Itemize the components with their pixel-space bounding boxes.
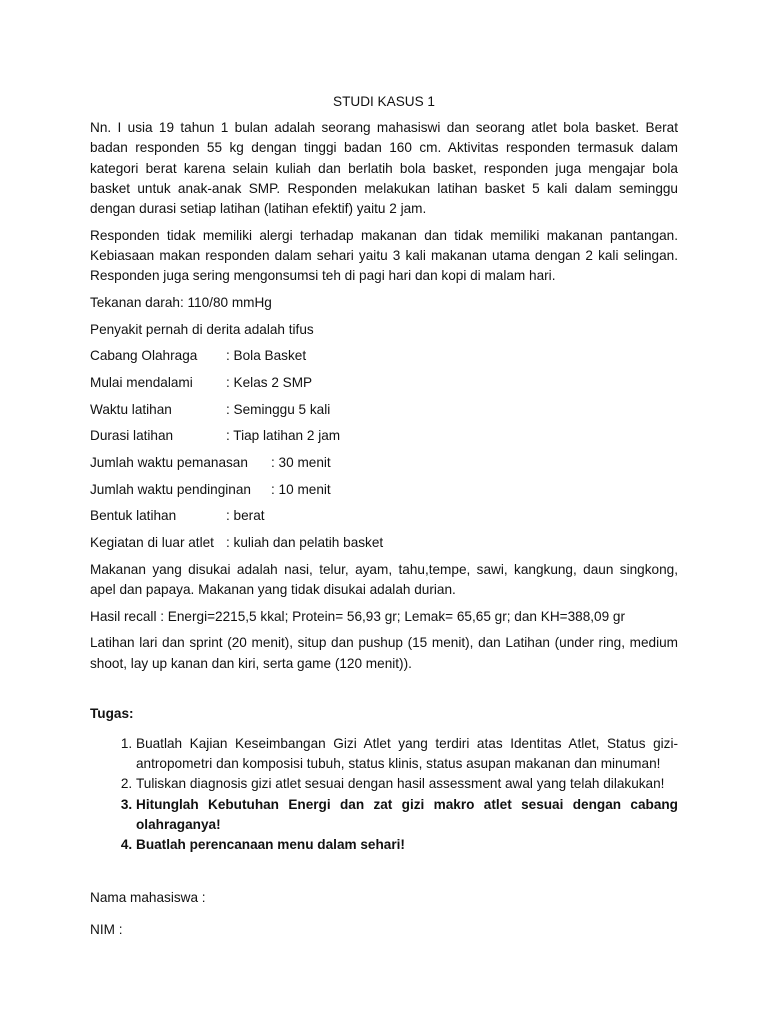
- detail-row-bentuk: [90, 506, 678, 526]
- detail-value: : berat: [226, 508, 265, 524]
- detail-row-mulai: [90, 373, 678, 393]
- task-item: 4. Buatlah perencanaan menu dalam sehari!: [136, 835, 678, 855]
- detail-label: Bentuk latihan: [90, 508, 177, 524]
- food-preference-paragraph: Makanan yang disukai adalah nasi, telur, ayam, tahu,tempe, sawi, kangkung, daun singkong, apel dan papaya. Makanan yang tidak disukai adalah durian.: [90, 561, 678, 598]
- detail-value: : kuliah dan pelatih basket: [226, 535, 384, 551]
- student-id-label: NIM :: [90, 921, 123, 937]
- detail-value: : 10 menit: [271, 481, 331, 497]
- detail-row-cabang: [90, 346, 678, 366]
- detail-label: Kegiatan di luar atlet: [90, 535, 214, 551]
- task-item: 3. Hitunglah Kebutuhan Energi dan zat gizi makro atlet sesuai dengan cabang olahraganya!: [136, 795, 678, 835]
- student-name-label: Nama mahasiswa :: [90, 890, 206, 906]
- detail-row-pemanasan: [90, 453, 678, 473]
- detail-label: Durasi latihan: [90, 428, 174, 444]
- detail-value: : Kelas 2 SMP: [226, 374, 313, 390]
- training-paragraph: Latihan lari dan sprint (20 menit), situp dan pushup (15 menit), dan Latihan (under ring, medium shoot, lay up kanan dan kiri, serta game (120 menit)).: [90, 635, 678, 671]
- detail-label: Jumlah waktu pendinginan: [90, 481, 251, 497]
- detail-label: Waktu latihan: [90, 401, 172, 417]
- tasks-list: [90, 734, 678, 855]
- case-paragraph-diet-habits: Responden tidak memiliki alergi terhadap makanan dan tidak memiliki makanan pantangan. Kebiasaan makan responden dalam sehari yaitu 3 kali makanan utama dengan 2 kali selingan. Responden juga sering mengonsumsi teh di pagi hari dan kopi di malam hari.: [90, 227, 678, 284]
- detail-row-waktu: [90, 400, 678, 420]
- detail-value: : Bola Basket: [226, 348, 307, 364]
- task-item: 1. Buatlah Kajian Keseimbangan Gizi Atlet yang terdiri atas Identitas Atlet, Status gizi-antropometri dan komposisi tubuh, status klinis, status asupan makanan dan minuman!: [136, 734, 678, 774]
- detail-label: Cabang Olahraga: [90, 348, 198, 364]
- document-title: STUDI KASUS 1: [333, 94, 435, 109]
- detail-value: : Seminggu 5 kali: [226, 401, 331, 417]
- case-paragraph-profile: Nn. I usia 19 tahun 1 bulan adalah seorang mahasiswi dan seorang atlet bola basket. Berat badan responden 55 kg dengan tinggi badan 160 cm. Aktivitas responden termasuk dalam kategori berat karena selain kuliah dan berlatih bola basket, responden juga mengajar bola basket untuk anak-anak SMP. Responden melakukan latihan basket 5 kali dalam seminggu dengan durasi setiap latihan (latihan efektif) yaitu 2 jam.: [90, 120, 678, 217]
- blood-pressure-line: Tekanan darah: 110/80 mmHg: [90, 294, 272, 310]
- detail-value: : 30 menit: [271, 455, 331, 471]
- detail-row-pendinginan: [90, 480, 678, 500]
- detail-label: Mulai mendalami: [90, 374, 193, 390]
- detail-value: : Tiap latihan 2 jam: [226, 428, 341, 444]
- disease-history-line: Penyakit pernah di derita adalah tifus: [90, 321, 314, 337]
- detail-label: Jumlah waktu pemanasan: [90, 455, 248, 471]
- task-item: 2. Tuliskan diagnosis gizi atlet sesuai dengan hasil assessment awal yang telah dilakukan!: [136, 774, 678, 794]
- detail-row-kegiatan: [90, 533, 678, 553]
- detail-row-durasi: [90, 426, 678, 446]
- recall-result-line: Hasil recall : Energi=2215,5 kkal; Protein= 56,93 gr; Lemak= 65,65 gr; dan KH=388,09 gr: [90, 608, 626, 624]
- tasks-heading: Tugas:: [90, 705, 134, 721]
